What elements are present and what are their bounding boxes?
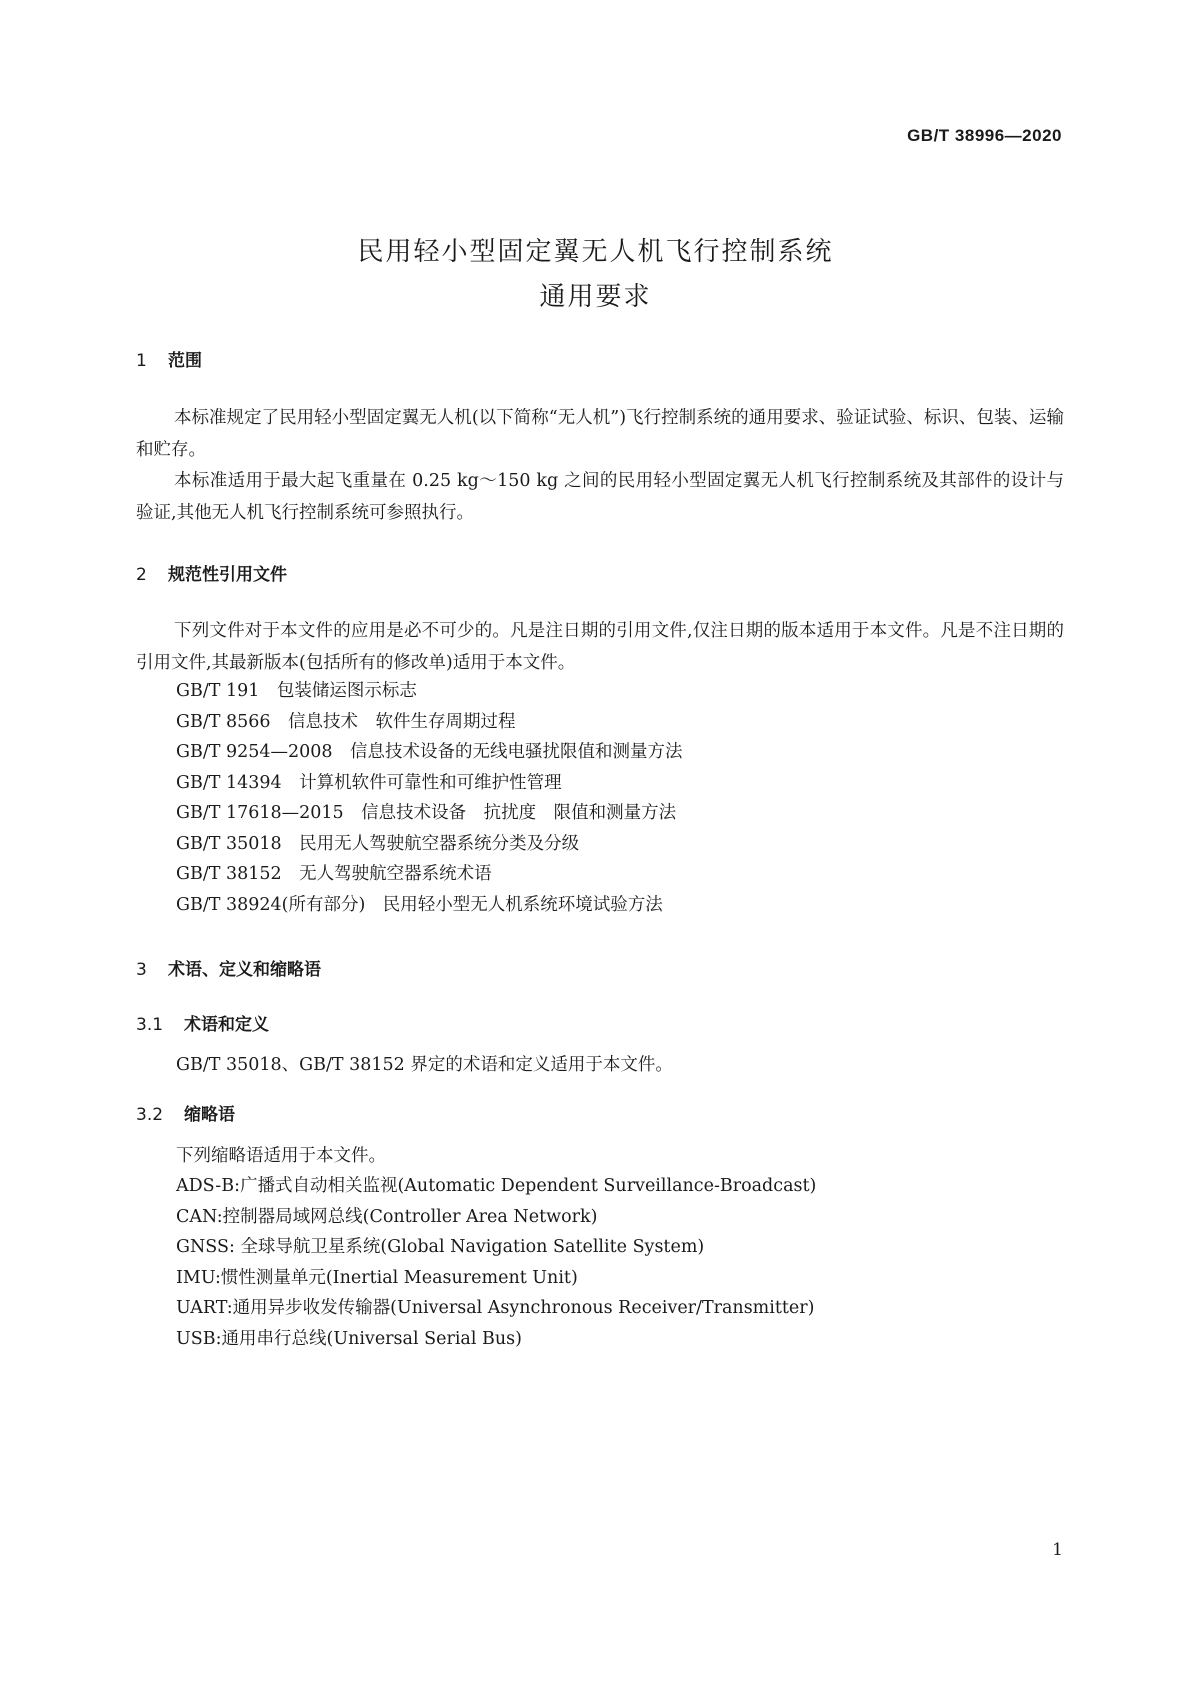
reference-item: GB/T 8566 信息技术 软件生存周期过程 xyxy=(176,712,516,732)
reference-item: GB/T 35018 民用无人驾驶航空器系统分类及分级 xyxy=(176,834,580,854)
section-title: 规范性引用文件 xyxy=(168,565,287,585)
reference-item: GB/T 38152 无人驾驶航空器系统术语 xyxy=(176,864,492,884)
reference-item: GB/T 9254—2008 信息技术设备的无线电骚扰限值和测量方法 xyxy=(176,742,683,762)
section-title: 术语和定义 xyxy=(184,1015,269,1035)
abbreviation-item: USB:通用串行总线(Universal Serial Bus) xyxy=(176,1329,522,1349)
standard-code: GB/T 38996—2020 xyxy=(907,126,1062,145)
abbreviations-intro: 下列缩略语适用于本文件。 xyxy=(176,1146,386,1166)
section-number: 3.1 xyxy=(136,1015,164,1035)
section-2-heading xyxy=(136,560,287,585)
scope-paragraph-2: 本标准适用于最大起飞重量在 0.25 kg～150 kg 之间的民用轻小型固定翼无人机飞行控制系统及其部件的设计与验证,其他无人机飞行控制系统可参照执行。 xyxy=(136,471,1064,523)
abbreviation-item: GNSS: 全球导航卫星系统(Global Navigation Satellite System) xyxy=(176,1237,705,1257)
section-number: 2 xyxy=(136,565,147,585)
abbreviation-item: UART:通用异步收发传输器(Universal Asynchronous Receiver/Transmitter) xyxy=(176,1298,815,1318)
reference-item: GB/T 17618—2015 信息技术设备 抗扰度 限值和测量方法 xyxy=(176,803,677,823)
reference-item: GB/T 191 包装储运图示标志 xyxy=(176,681,417,701)
title-line-1: 民用轻小型固定翼无人机飞行控制系统 xyxy=(357,237,834,267)
section-title: 术语、定义和缩略语 xyxy=(168,960,321,980)
title-line-2: 通用要求 xyxy=(539,282,652,312)
abbreviation-item: CAN:控制器局域网总线(Controller Area Network) xyxy=(176,1207,598,1227)
section-1-heading xyxy=(136,346,202,371)
document-title xyxy=(0,230,1191,320)
terms-definition-text: GB/T 35018、GB/T 38152 界定的术语和定义适用于本文件。 xyxy=(176,1055,673,1075)
abbreviation-item: ADS-B:广播式自动相关监视(Automatic Dependent Surveillance-Broadcast) xyxy=(176,1176,817,1196)
section-number: 3 xyxy=(136,960,147,980)
section-number: 3.2 xyxy=(136,1105,164,1125)
section-number: 1 xyxy=(136,351,147,371)
page-number: 1 xyxy=(1052,1540,1063,1560)
section-3-heading xyxy=(136,955,321,980)
reference-item: GB/T 14394 计算机软件可靠性和可维护性管理 xyxy=(176,773,562,793)
abbreviation-item: IMU:惯性测量单元(Inertial Measurement Unit) xyxy=(176,1268,578,1288)
section-title: 缩略语 xyxy=(184,1105,235,1125)
section-title: 范围 xyxy=(168,351,202,371)
section-3-2-heading xyxy=(136,1100,235,1125)
scope-paragraph-1: 本标准规定了民用轻小型固定翼无人机(以下简称“无人机”)飞行控制系统的通用要求、验证试验、标识、包装、运输和贮存。 xyxy=(136,408,1064,460)
reference-item: GB/T 38924(所有部分) 民用轻小型无人机系统环境试验方法 xyxy=(176,895,663,915)
section-3-1-heading xyxy=(136,1010,269,1035)
references-intro: 下列文件对于本文件的应用是必不可少的。凡是注日期的引用文件,仅注日期的版本适用于本文件。凡是不注日期的引用文件,其最新版本(包括所有的修改单)适用于本文件。 xyxy=(136,621,1064,673)
